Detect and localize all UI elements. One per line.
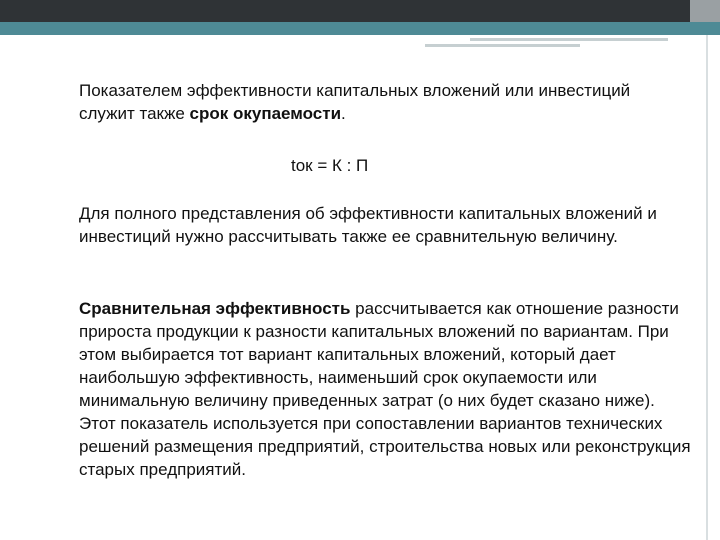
decorative-rule [470, 38, 668, 41]
payback-formula: tок = К : П [291, 156, 369, 175]
comparative-efficiency-paragraph [79, 297, 709, 481]
comparative-efficiency-term: Сравнительная эффективность [79, 299, 351, 318]
decorative-rule [425, 44, 580, 47]
header-corner-block [690, 0, 720, 22]
comparative-value-paragraph: Для полного представления об эффективности капитальных вложений и инвестиций нужно рассчитывать также ее сравнительную величину. [79, 204, 657, 246]
intro-period: . [341, 104, 346, 123]
header-dark-band [0, 0, 690, 22]
intro-paragraph [79, 79, 639, 125]
header-accent-band [0, 22, 720, 35]
comparative-efficiency-text: рассчитывается как отношение разности прироста продукции к разности капитальных вложений по вариантам. При этом выбирается тот вариант капитальных вложений, который дает наибольшую эффективность, наименьший срок окупаемости или минимальную величину приведенных затрат (о них будет сказано ниже). [79, 299, 679, 410]
payback-period-term: срок окупаемости [189, 104, 342, 123]
intro-text: Показателем эффективности капитальных вложений или инвестиций служит также [79, 81, 631, 123]
comparative-efficiency-continuation: Этот показатель используется при сопоставлении вариантов технических решений размещения предприятий, строительства новых или реконструкция старых предприятий. [79, 414, 691, 479]
